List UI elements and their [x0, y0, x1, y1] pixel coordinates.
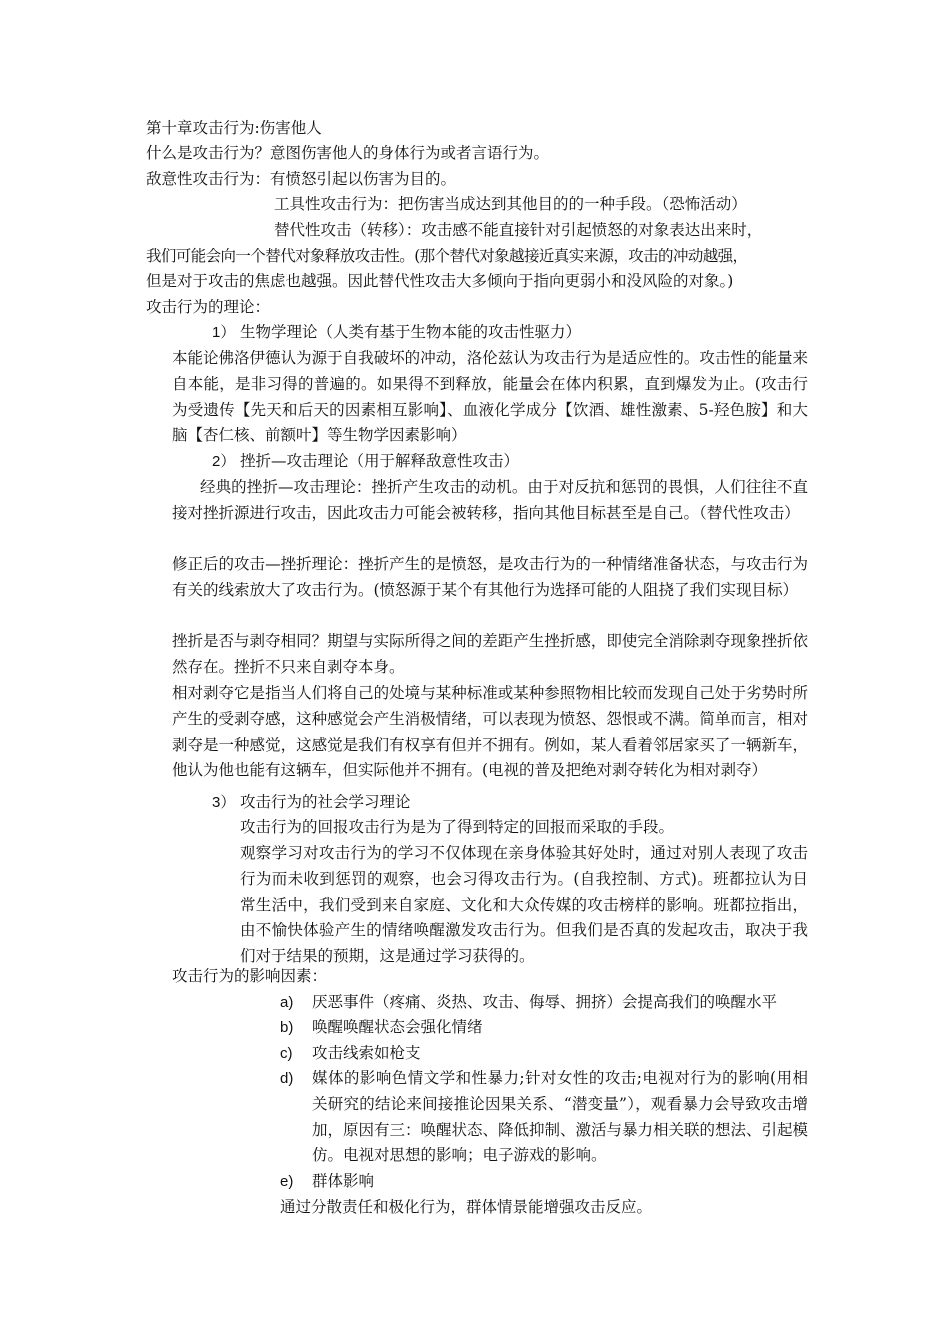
displaced-aggression-line-1: 替代性攻击（转移）：攻击感不能直接针对引起愤怒的对象表达出来时，	[274, 221, 763, 239]
displaced-aggression-line-2: 我们可能会向一个替代对象释放攻击性。(那个替代对象越接近真实来源，攻击的冲动越强，	[146, 247, 748, 265]
theories-heading: 攻击行为的理论：	[146, 298, 271, 316]
closing-line: 通过分散责任和极化行为，群体情景能增强攻击反应。	[280, 1198, 653, 1216]
factors-heading: 攻击行为的影响因素：	[172, 967, 328, 985]
theory2-relative-deprivation: 相对剥夺它是指当人们将自己的处境与某种标准或某种参照物相比较而发现自己处于劣势时所产生的受剥夺感，这种感觉会产生消极情绪，可以表现为愤怒、怨恨或不满。简单而言，相对剥夺是一种感觉，这感觉是我们有权享有但并不拥有。例如，某人看着邻居家买了一辆新车，他认为他也能有这辆车，但实际他并不拥有。(电视的普及把绝对剥夺转化为相对剥夺）	[172, 684, 808, 780]
factor-b-marker: b)	[280, 1019, 294, 1036]
theory3-heading: 攻击行为的社会学习理论	[240, 793, 411, 811]
factor-a-text: 厌恶事件（疼痛、炎热、攻击、侮辱、拥挤）会提高我们的唤醒水平	[312, 993, 778, 1011]
theory2-heading: 挫折—攻击理论（用于解释敌意性攻击）	[240, 452, 520, 470]
factor-c-text: 攻击线索如枪支	[312, 1044, 421, 1062]
factor-d-marker: d)	[280, 1070, 294, 1087]
theory3-observation: 观察学习对攻击行为的学习不仅体现在亲身体验其好处时，通过对别人表现了攻击行为而未收到惩罚的观察，也会习得攻击行为。(自我控制、方式)。班都拉认为日常生活中，我们受到来自家庭、文化和大众传媒的攻击榜样的影响。班都拉指出，由不愉快体验产生的情绪唤醒激发攻击行为。但我们是否真的发起攻击，取决于我们对于结果的预期，这是通过学习获得的。	[240, 844, 808, 966]
displaced-aggression-line-3: 但是对于攻击的焦虑也越强。因此替代性攻击大多倾向于指向更弱小和没风险的对象。)	[146, 272, 734, 290]
theory2-deprivation: 挫折是否与剥夺相同？期望与实际所得之间的差距产生挫折感，即使完全消除剥夺现象挫折依然存在。挫折不只来自剥夺本身。	[172, 632, 808, 676]
factor-c-marker: c)	[280, 1045, 293, 1062]
hostile-aggression-line: 敌意性攻击行为：有愤怒引起以伤害为目的。	[146, 170, 457, 188]
theory2-marker: 2）	[212, 453, 236, 470]
definition-line: 什么是攻击行为？意图伤害他人的身体行为或者言语行为。	[146, 144, 550, 162]
factor-e-text: 群体影响	[312, 1172, 375, 1190]
factor-e-marker: e)	[280, 1173, 294, 1190]
theory1-heading: 生物学理论（人类有基于生物本能的攻击性驱力）	[240, 323, 582, 341]
theory1-marker: 1）	[212, 324, 236, 341]
chapter-title: 第十章攻击行为:伤害他人	[146, 119, 322, 137]
factor-b-text: 唤醒唤醒状态会强化情绪	[312, 1018, 483, 1036]
theory3-marker: 3）	[212, 794, 236, 811]
factor-d-text: 媒体的影响色情文学和性暴力;针对女性的攻击;电视对行为的影响(用相关研究的结论来间接推论因果关系、“潜变量”），观看暴力会导致攻击增加，原因有三：唤醒状态、降低抑制、激活与暴力相关联的想法、引起模仿。电视对思想的影响；电子游戏的影响。	[312, 1069, 809, 1165]
theory2-revised: 修正后的攻击—挫折理论：挫折产生的是愤怒，是攻击行为的一种情绪准备状态，与攻击行为有关的线索放大了攻击行为。(愤怒源于某个有其他行为选择可能的人阻挠了我们实现目标）	[172, 555, 808, 599]
theory3-reward: 攻击行为的回报攻击行为是为了得到特定的回报而采取的手段。	[240, 818, 675, 836]
instrumental-aggression-line: 工具性攻击行为：把伤害当成达到其他目的的一种手段。（恐怖活动）	[274, 195, 747, 213]
theory1-body: 本能论佛洛伊德认为源于自我破坏的冲动，洛伦兹认为攻击行为是适应性的。攻击性的能量来自本能，是非习得的普遍的。如果得不到释放，能量会在体内积累，直到爆发为止。(攻击行为受遗传【先天和后天的因素相互影响】、血液化学成分【饮酒、雄性激素、5-羟色胺】和大脑【杏仁核、前额叶】等生物学因素影响）	[172, 349, 808, 445]
theory2-classic: 经典的挫折—攻击理论：挫折产生攻击的动机。由于对反抗和惩罚的畏惧，人们往往不直接对挫折源进行攻击，因此攻击力可能会被转移，指向其他目标甚至是自己。（替代性攻击）	[172, 478, 808, 522]
factor-a-marker: a)	[280, 994, 294, 1011]
